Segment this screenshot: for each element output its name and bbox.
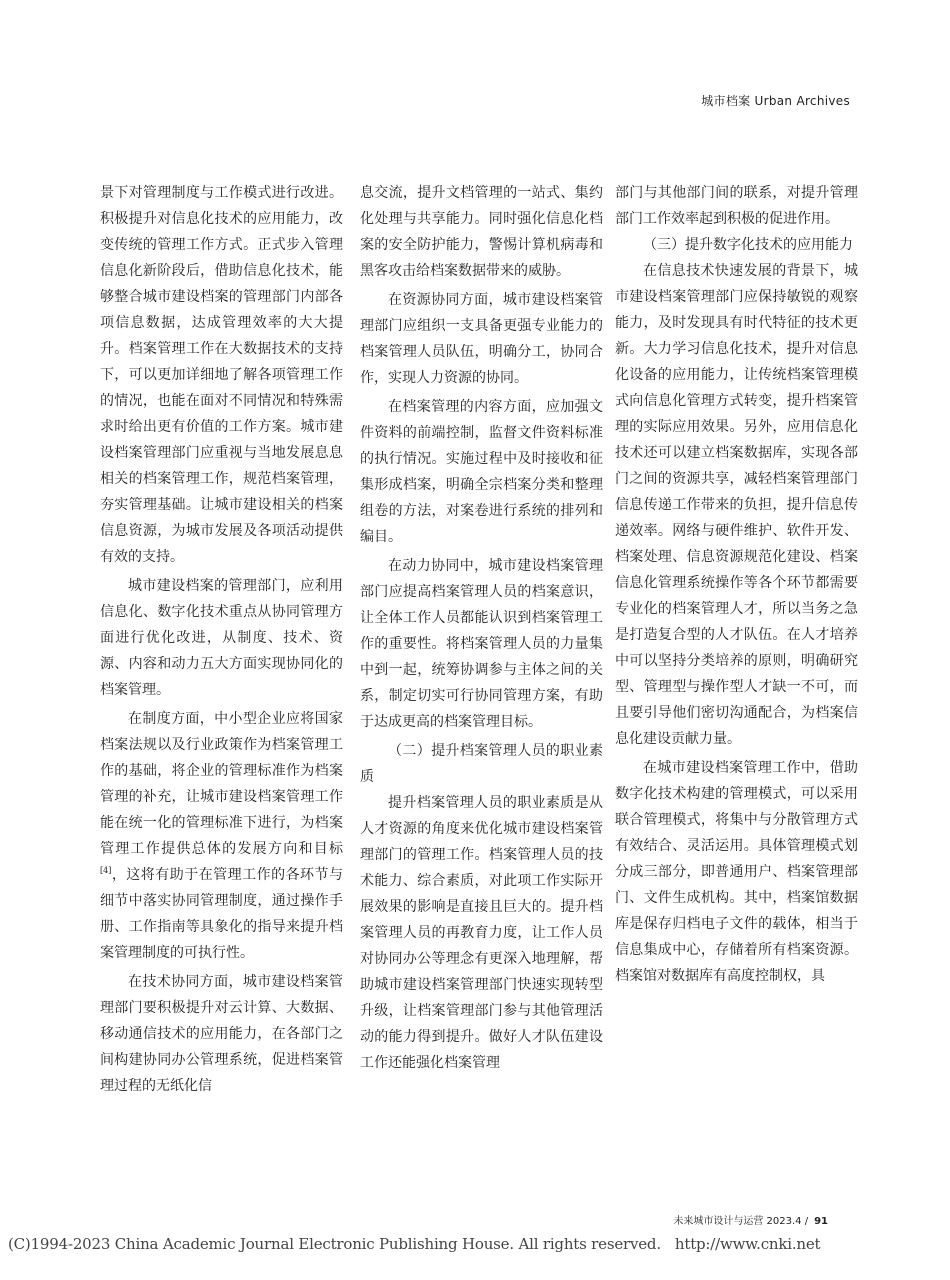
paragraph	[100, 706, 343, 966]
paragraph-text: ，这将有助于在管理工作的各环节与细节中落实协同管理制度，通过操作手册、工作指南等具象化的指导来提升档案管理制度的可执行性。	[100, 867, 343, 961]
paragraph: 息交流，提升文档管理的一站式、集约化处理与共享能力。同时强化信息化档案的安全防护能力，警惕计算机病毒和黑客攻击给档案数据带来的威胁。	[360, 185, 603, 279]
page-number: 91	[814, 1216, 828, 1227]
text-column-2	[360, 180, 603, 1076]
footer-journal: 未来城市设计与运营 2023.4 /	[673, 1216, 809, 1227]
page-footer	[673, 1212, 828, 1227]
section-heading: （三）提升数字化技术的应用能力	[643, 237, 853, 253]
cnki-url: http://www.cnki.net	[674, 1235, 821, 1253]
section-heading: （二）提升档案管理人员的职业素质	[360, 743, 603, 785]
paragraph-text: 在制度方面，中小型企业应将国家档案法规以及行业政策作为档案管理工作的基础，将企业的管理标准作为档案管理的补充，让城市建设档案管理工作能在统一化的管理标准下进行，为档案管理工作提供总体的发展方向和目标	[100, 711, 343, 857]
journal-header: 城市档案 Urban Archives	[701, 94, 850, 108]
paragraph: 在动力协同中，城市建设档案管理部门应提高档案管理人员的档案意识，让全体工作人员都能认识到档案管理工作的重要性。将档案管理人员的力量集中到一起，统筹协调参与主体之间的关系，制定切实可行协同管理方案，有助于达成更高的档案管理目标。	[360, 558, 603, 730]
paragraph: 部门与其他部门间的联系，对提升管理部门工作效率起到积极的促进作用。	[615, 185, 858, 227]
text-column-1	[100, 180, 343, 1099]
citation-marker: [4]	[100, 866, 112, 875]
paragraph: 提升档案管理人员的职业素质是从人才资源的角度来优化城市建设档案管理部门的管理工作。档案管理人员的技术能力、综合素质，对此项工作实际开展效果的影响是直接且巨大的。提升档案管理人员的再教育力度，让工作人员对协同办公等理念有更深入地理解，帮助城市建设档案管理部门快速实现转型升级，让档案管理部门参与其他管理活动的能力得到提升。做好人才队伍建设工作还能强化档案管理	[360, 795, 603, 1071]
copyright-text: (C)1994-2023 China Academic Journal Electronic Publishing House. All rights reserved.	[8, 1235, 661, 1253]
paragraph: 在资源协同方面，城市建设档案管理部门应组织一支具备更强专业能力的档案管理人员队伍，明确分工，协同合作，实现人力资源的协同。	[360, 292, 603, 386]
paragraph: 在城市建设档案管理工作中，借助数字化技术构建的管理模式，可以采用联合管理模式，将集中与分散管理方式有效结合、灵活运用。具体管理模式划分成三部分，即普通用户、档案管理部门、文件生成机构。其中，档案馆数据库是保存归档电子文件的载体，相当于信息集成中心，存储着所有档案资源。档案馆对数据库有高度控制权，具	[615, 760, 858, 984]
text-column-3	[615, 180, 858, 989]
paragraph: 城市建设档案的管理部门，应利用信息化、数字化技术重点从协同管理方面进行优化改进，从制度、技术、资源、内容和动力五大方面实现协同化的档案管理。	[100, 578, 343, 698]
paragraph: 在档案管理的内容方面，应加强文件资料的前端控制，监督文件资料标准的执行情况。实施过程中及时接收和征集形成档案，明确全宗档案分类和整理组卷的方法，对案卷进行系统的排列和编目。	[360, 399, 603, 545]
paragraph: 景下对管理制度与工作模式进行改进。积极提升对信息化技术的应用能力，改变传统的管理工作方式。正式步入管理信息化新阶段后，借助信息化技术，能够整合城市建设档案的管理部门内部各项信息数据，达成管理效率的大大提升。档案管理工作在大数据技术的支持下，可以更加详细地了解各项管理工作的情况，也能在面对不同情况和特殊需求时给出更有价值的工作方案。城市建设档案管理部门应重视与当地发展息息相关的档案管理工作，规范档案管理，夯实管理基础。让城市建设相关的档案信息资源，为城市发展及各项活动提供有效的支持。	[100, 185, 343, 565]
paragraph: 在信息技术快速发展的背景下，城市建设档案管理部门应保持敏锐的观察能力，及时发现具有时代特征的技术更新。大力学习信息化技术，提升对信息化设备的应用能力，让传统档案管理模式向信息化管理方式转变，提升档案管理的实际应用效果。另外，应用信息化技术还可以建立档案数据库，实现各部门之间的资源共享，减轻档案管理部门信息传递工作带来的负担，提升信息传递效率。网络与硬件维护、软件开发、档案处理、信息资源规范化建设、档案信息化管理系统操作等各个环节都需要专业化的档案管理人才，所以当务之急是打造复合型的人才队伍。在人才培养中可以坚持分类培养的原则，明确研究型、管理型与操作型人才缺一不可，而且要引导他们密切沟通配合，为档案信息化建设贡献力量。	[615, 263, 858, 747]
paragraph: 在技术协同方面，城市建设档案管理部门要积极提升对云计算、大数据、移动通信技术的应用能力，在各部门之间构建协同办公管理系统，促进档案管理过程的无纸化信	[100, 974, 343, 1094]
copyright-line	[8, 1235, 820, 1253]
